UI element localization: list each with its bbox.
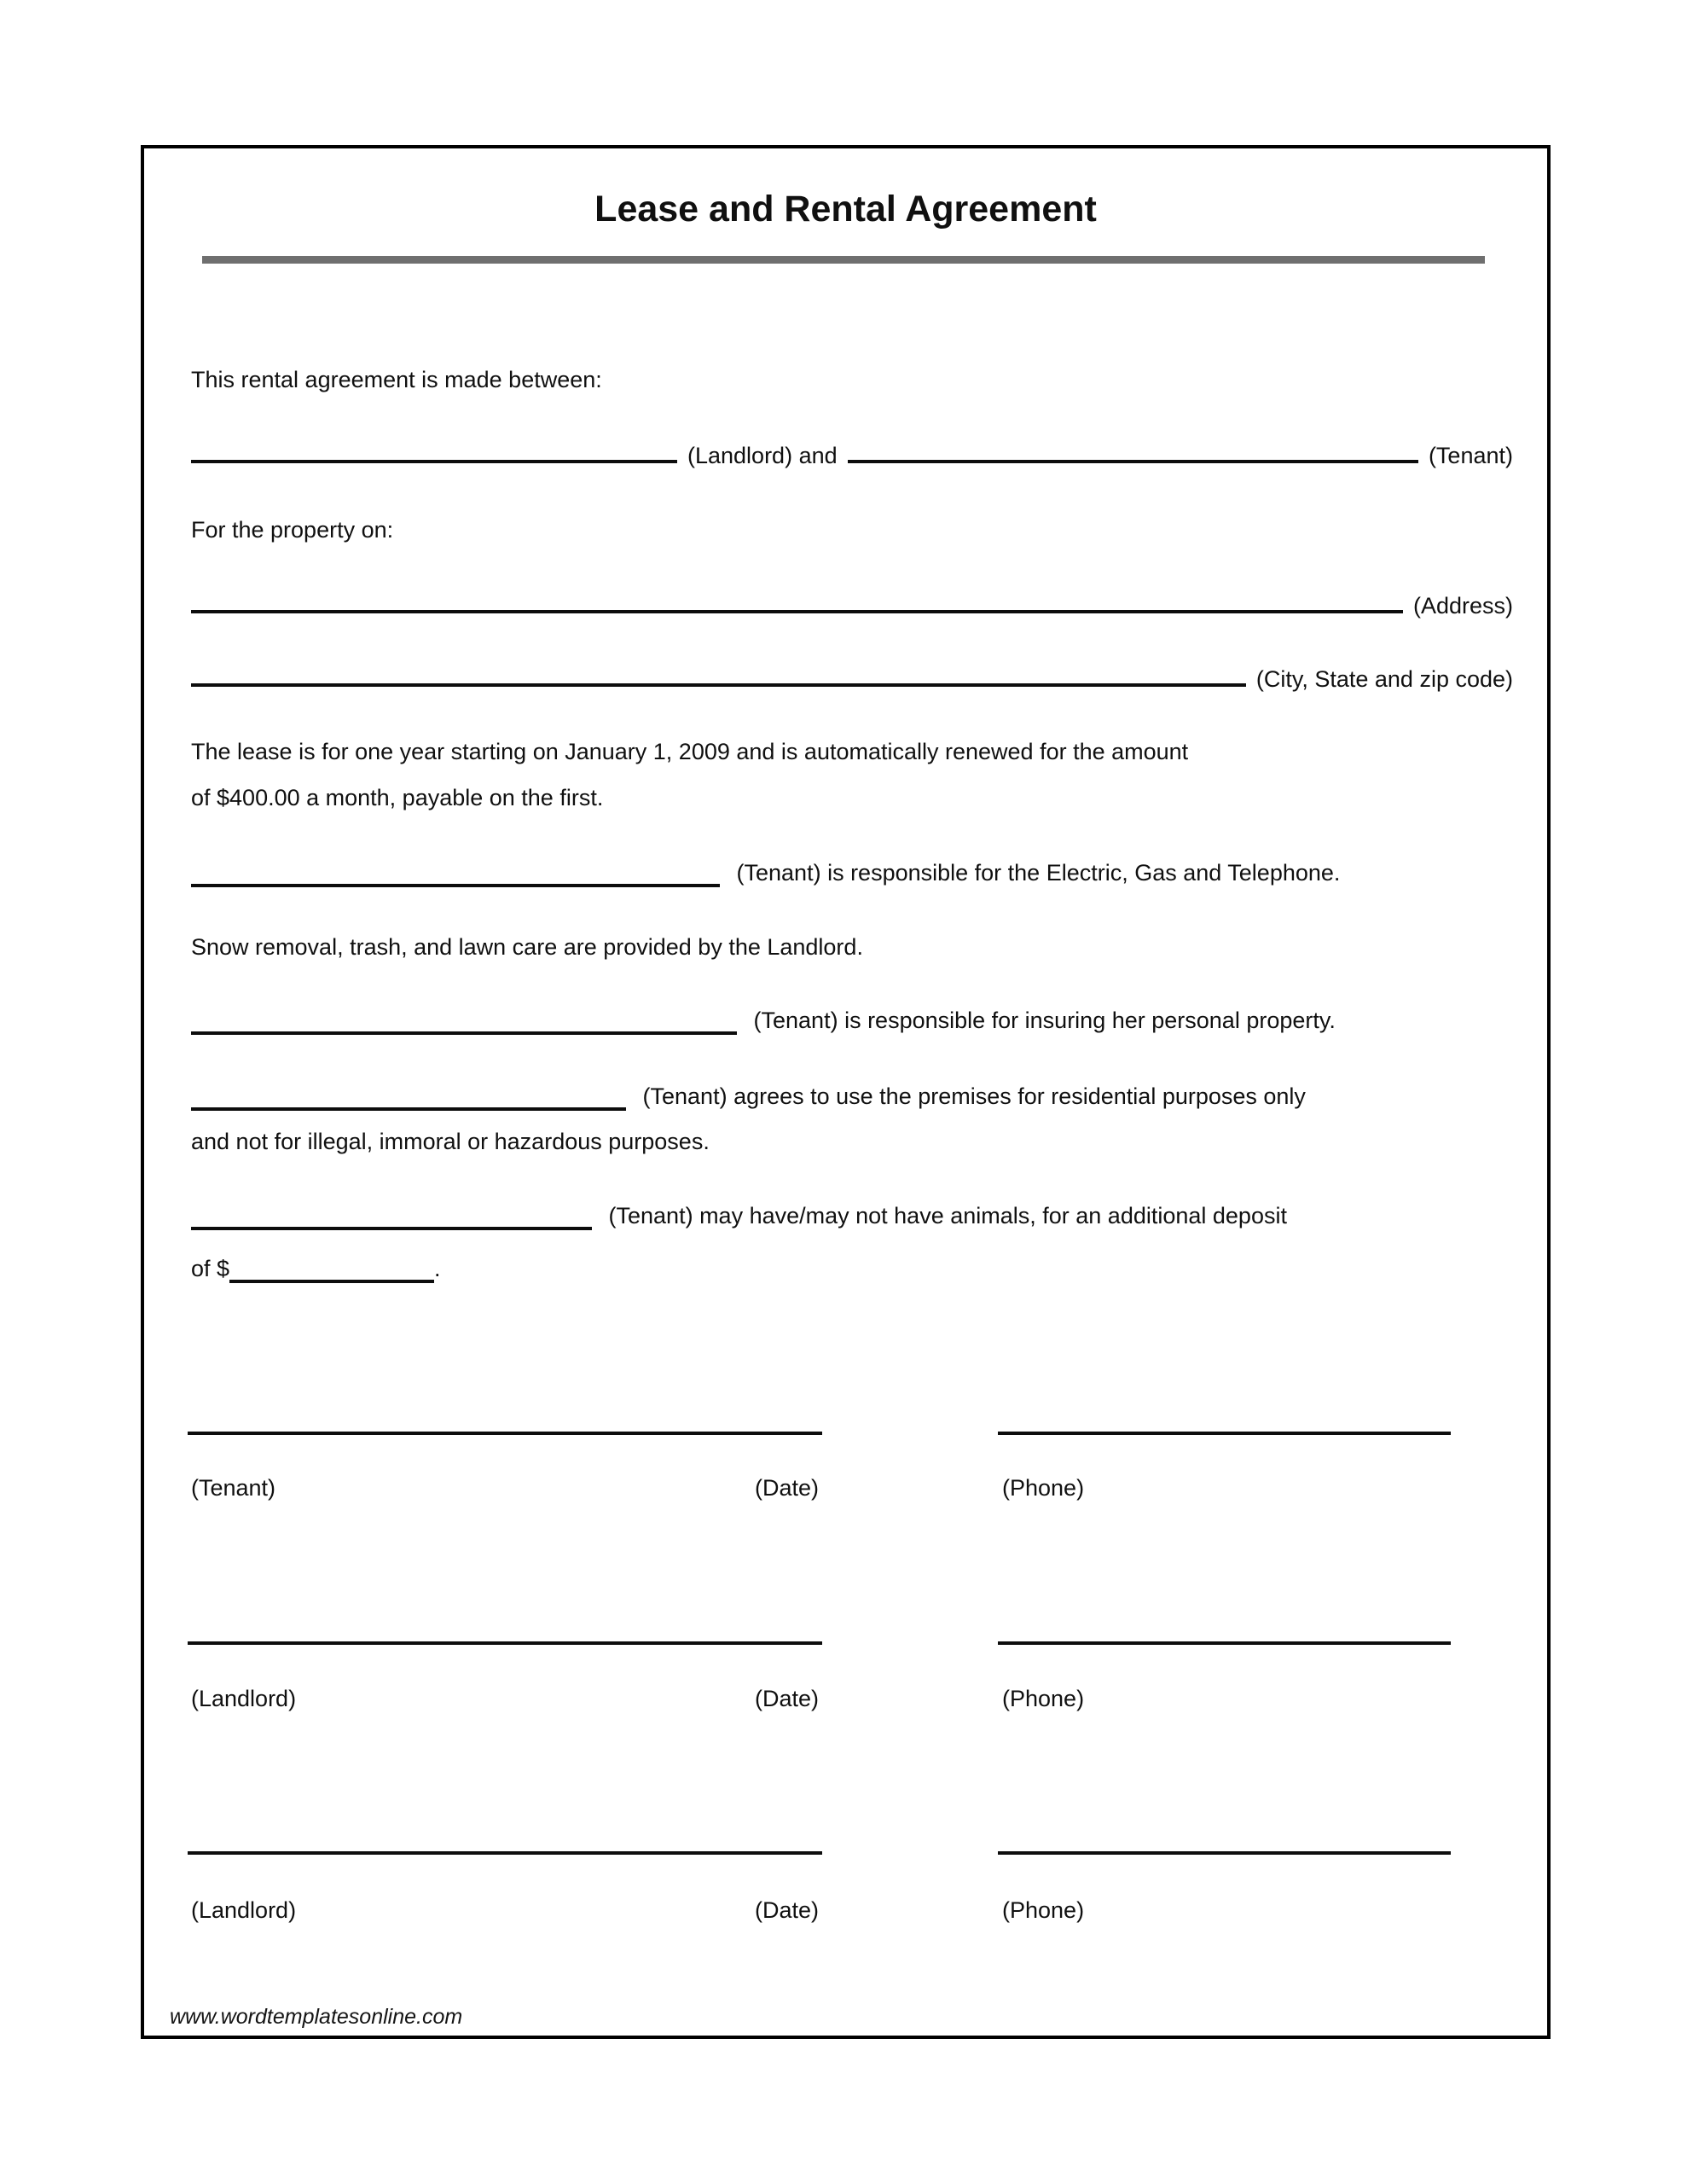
- tenant-phone-label: (Phone): [1002, 1475, 1085, 1501]
- made-between-text: This rental agreement is made between:: [191, 367, 602, 392]
- deposit-row: [191, 1254, 441, 1283]
- deposit-amount-blank[interactable]: [229, 1280, 434, 1283]
- address-label: (Address): [1412, 593, 1513, 619]
- address-blank[interactable]: [191, 610, 1403, 613]
- tenant-name-blank[interactable]: [848, 460, 1418, 463]
- tenant-signature-labels: [144, 1475, 1547, 1509]
- landlord2-date-label: (Date): [755, 1897, 820, 1923]
- landlord1-date-label: (Date): [755, 1686, 820, 1711]
- landlord2-signature-line[interactable]: [188, 1851, 822, 1855]
- city-state-zip-blank[interactable]: [191, 683, 1246, 687]
- landlord1-phone-line[interactable]: [998, 1641, 1451, 1645]
- document-page: [141, 145, 1551, 2039]
- landlord-label: (Landlord) and: [687, 443, 838, 468]
- landlord2-signature-labels: [144, 1897, 1547, 1931]
- utilities-row: [191, 858, 1340, 887]
- city-state-zip-row: [191, 665, 1513, 694]
- landlord-name-blank[interactable]: [191, 460, 677, 463]
- animals-row: [191, 1201, 1287, 1230]
- city-state-zip-label: (City, State and zip code): [1255, 666, 1513, 692]
- landlord2-phone-line[interactable]: [998, 1851, 1451, 1855]
- residential-use-row: [191, 1082, 1306, 1111]
- property-on-text: For the property on:: [191, 517, 394, 543]
- residential-use-line1: (Tenant) agrees to use the premises for residential purposes only: [642, 1083, 1306, 1109]
- tenant-label: (Tenant): [1428, 443, 1513, 468]
- insurance-tenant-blank[interactable]: [191, 1031, 737, 1035]
- landlord2-phone-label: (Phone): [1002, 1897, 1085, 1923]
- tenant-phone-line[interactable]: [998, 1432, 1451, 1435]
- tenant-date-label: (Date): [755, 1475, 820, 1501]
- title-divider-rule: [202, 256, 1485, 264]
- deposit-prefix: of $: [191, 1256, 230, 1281]
- parties-row: [191, 441, 1513, 470]
- lease-term-line2: of $400.00 a month, payable on the first.: [191, 785, 604, 810]
- insurance-text: (Tenant) is responsible for insuring her personal property.: [753, 1008, 1336, 1033]
- landlord1-phone-label: (Phone): [1002, 1686, 1085, 1711]
- address-row: [191, 591, 1513, 620]
- utilities-tenant-blank[interactable]: [191, 884, 720, 887]
- utilities-text: (Tenant) is responsible for the Electric, Gas and Telephone.: [736, 860, 1341, 886]
- residential-use-line2: and not for illegal, immoral or hazardous purposes.: [191, 1129, 710, 1154]
- insurance-row: [191, 1006, 1336, 1035]
- footer-url: www.wordtemplatesonline.com: [170, 2005, 463, 2029]
- landlord1-signature-line[interactable]: [188, 1641, 822, 1645]
- residential-tenant-blank[interactable]: [191, 1107, 626, 1111]
- tenant-signature-line[interactable]: [188, 1432, 822, 1435]
- landlord1-signature-labels: [144, 1686, 1547, 1720]
- landlord2-party-label: (Landlord): [191, 1897, 297, 1923]
- deposit-suffix: .: [434, 1256, 441, 1281]
- animals-tenant-blank[interactable]: [191, 1227, 592, 1230]
- page-title: Lease and Rental Agreement: [594, 189, 1097, 229]
- landlord1-party-label: (Landlord): [191, 1686, 297, 1711]
- landlord-services-text: Snow removal, trash, and lawn care are provided by the Landlord.: [191, 934, 863, 960]
- animals-line1: (Tenant) may have/may not have animals, for an additional deposit: [608, 1203, 1287, 1228]
- tenant-party-label: (Tenant): [191, 1475, 276, 1501]
- lease-term-line1: The lease is for one year starting on January 1, 2009 and is automatically renewed for the amount: [191, 739, 1189, 764]
